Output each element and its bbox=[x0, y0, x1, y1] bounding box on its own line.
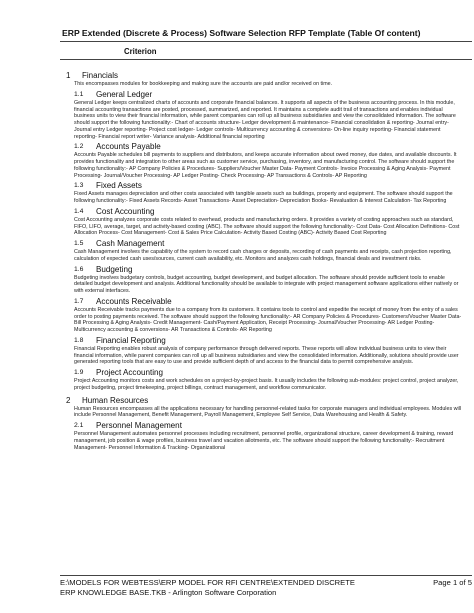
page-number: 1 bbox=[452, 578, 458, 587]
section-heading bbox=[66, 396, 462, 405]
section-number: 1 bbox=[66, 71, 71, 80]
subsection-title: Cost Accounting bbox=[96, 206, 155, 216]
subsection-number: 1.3 bbox=[74, 182, 84, 190]
page-of: of bbox=[459, 578, 466, 587]
section-number: 2 bbox=[66, 395, 71, 405]
footer-path: E:\MODELS FOR WEBTESS\ERP MODEL FOR RFI CENTRE\EXTENDED DISCRETE bbox=[60, 578, 355, 587]
subsection-heading bbox=[74, 207, 462, 216]
subsection-title: Project Accounting bbox=[96, 368, 164, 377]
subsection-heading bbox=[74, 90, 462, 99]
subsection-title: Financial Reporting bbox=[96, 335, 166, 345]
criterion-header: Criterion bbox=[124, 47, 157, 56]
subsection-heading bbox=[74, 297, 462, 306]
subsection-heading bbox=[74, 336, 462, 345]
subsection-title: General Ledger bbox=[96, 89, 153, 99]
section-title: Human Resources bbox=[82, 395, 149, 405]
subsection-number: 1.8 bbox=[74, 336, 84, 344]
subsection-heading bbox=[74, 421, 462, 430]
subsection-text: Budgeting involves budgetary controls, budget accounting, budget development, and budget allocation. The software should provide sufficient tools to enable detailed budget development and analysis. Additional functionality should be available to integrate with project management software applications either natively or with external interfaces. bbox=[74, 274, 459, 294]
subsection-heading bbox=[74, 142, 462, 151]
subsection-text: Personnel Management automates personnel processes including recruitment, personnel profile, organizational structure, career development & training, reward management, job position & wage profiles, business travel and vacation allotments, etc. The software should support the following functionality:- Recruitment Management- Personnel Information & Tracking- Organizational bbox=[74, 431, 454, 451]
subsection-title: Cash Management bbox=[96, 239, 165, 248]
footer-divider bbox=[60, 575, 472, 576]
subsection-text: Financial Reporting enables robust analysis of company performance through delivered reports. These reports will allow individual business units to view their financial information, while parent companies can roll up all business subsidiaries and view the consolidated information. Additionally, solutions should provide user generated reporting tools that are easy to use and provide sufficient depth of and access to the financial data to permit comprehensive analysis. bbox=[74, 345, 459, 366]
subsection-number: 2.1 bbox=[74, 422, 84, 429]
subsection-text: Accounts Receivable tracks payments due to a company from its customers. It contains tools to control and expedite the receipt of money from the entry of a sales order to posting payments received. The software should support the following functionality:- AR Company Policies & Procedures- Customers/Voucher Master Data- Bill Processing & Aging Analysis- Credit Management- Cash/Payment Application, Receipt Processing- Journal/Voucher Processing- AR Ledger Posting- Multicurrency accounting & conversions- AR Transactions & Controls- AR Reporting bbox=[74, 306, 462, 333]
subsection-title: Accounts Payable bbox=[96, 142, 161, 152]
subsection-text: Project Accounting monitors costs and work schedules on a project-by-project basis. It usually includes the following sub-modules: project control, project analyzer, project budgeting, project timekeeping, project billings, contract management, and workflow communicator. bbox=[74, 378, 459, 391]
subsection-number: 1.7 bbox=[74, 297, 84, 305]
subsection-number: 1.5 bbox=[74, 240, 84, 247]
subsection-number: 1.4 bbox=[74, 207, 84, 215]
subsection-text: Fixed Assets manages depreciation and other costs associated with tangible assets such as buildings, property and equipment. The software should support the following functionality:- Fixed Assets Records- Asset Transactions- Asset Depreciation- Depreciation Books- Revaluation & Interest Calculation- Tax Reporting bbox=[74, 191, 453, 204]
page-label: Page bbox=[433, 578, 451, 587]
section-intro: Human Resources encompasses all the applications necessary for handling personnel-related tasks for corporate managers and individual employees. Modules will include Personnel Management, Benefit Management, Payroll Management, Employee Self Service, Data Warehousing and Health & Safety. bbox=[74, 405, 462, 419]
subsection-text: Accounts Payable schedules bill payments to suppliers and distributors, and keeps accurate information about owed money, due dates, and available discounts. It provides functionality and integration to other areas such as customer service, purchasing, inventory, and manufacturing control. The software should support the following functionality:- AP Company Policies & Procedures- Suppliers/Voucher Master Data- Payment Controls- Invoice Processing & Aging Analysis- Payment Processing- Journal/Voucher Processing- AP Ledger Posting- Check Processing- AP Transactions & Controls- AP Reporting bbox=[74, 152, 457, 179]
subsection-number: 1.2 bbox=[74, 143, 84, 151]
subsection-text: Cost Accounting analyzes corporate costs related to overhead, products and manufacturing orders. It provides a variety of costing approaches such as standard, FIFO, LIFO, average, target, and activity-based costing (ABC). The software should support the following functionality:- Cost Data- Cost Allocation Definitions- Cost Allocation Process- Cost Management- Cost & Sales Price Calculation- Activity Based Costing (ABC)- Activity Based Cost Reporting bbox=[74, 216, 460, 237]
page-footer bbox=[60, 578, 472, 598]
title-divider bbox=[60, 41, 472, 42]
section-intro: This encompasses modules for bookkeeping and making sure the accounts are paid and/or received on time. bbox=[74, 81, 333, 87]
subsection-title: Personnel Management bbox=[96, 421, 182, 430]
subsection-heading bbox=[74, 368, 462, 377]
subsection-number: 1.1 bbox=[74, 90, 84, 98]
document-title: ERP Extended (Discrete & Process) Software Selection RFP Template (Table Of content) bbox=[62, 28, 421, 38]
subsection-heading bbox=[74, 181, 462, 190]
footer-source: ERP KNOWLEDGE BASE.TKB - Arlington Software Corporation bbox=[60, 588, 277, 597]
subsection-heading bbox=[74, 265, 462, 274]
subsection-title: Fixed Assets bbox=[96, 181, 142, 191]
subsection-text: General Ledger keeps centralized charts of accounts and corporate financial balances. It supports all aspects of the business accounting process. In this module, financial accounting transactions are posted, processed, summarized, and reported. It maintains a complete audit trail of transactions and enables individual business units to view their financial information, while parent companies can roll up all business subsidiaries and view the consolidated information. The software should support the following functionality:- Chart of accounts structure- Ledger development & maintenance- Financial consolidation & reporting- Journal entry- Journal entry Ledger reporting- Project cost ledger- Ledger controls- Multicurrency accounting & conversions- On-line inquiry reporting- Financial statement reporting- Financial report writer- Variance analysis- Additional financial reporting bbox=[74, 99, 456, 140]
subsection-number: 1.6 bbox=[74, 265, 84, 273]
header-divider bbox=[60, 59, 472, 60]
subsection-text: Cash Management involves the capability of the system to record cash charges or deposits, recording of cash payments and receipts, cash projection reporting, calculation of expected cash uses/sources, current cash availability, etc. Monitors and analyzes cash holdings, financial deals and investment risks. bbox=[74, 249, 452, 262]
section-title: Financials bbox=[82, 71, 119, 80]
page-indicator bbox=[433, 578, 472, 588]
document-body bbox=[66, 67, 462, 451]
subsection-title: Budgeting bbox=[96, 264, 133, 274]
section-heading bbox=[66, 71, 462, 80]
subsection-title: Accounts Receivable bbox=[96, 296, 172, 306]
page-total: 5 bbox=[467, 578, 472, 587]
subsection-heading bbox=[74, 239, 462, 248]
subsection-number: 1.9 bbox=[74, 369, 84, 376]
